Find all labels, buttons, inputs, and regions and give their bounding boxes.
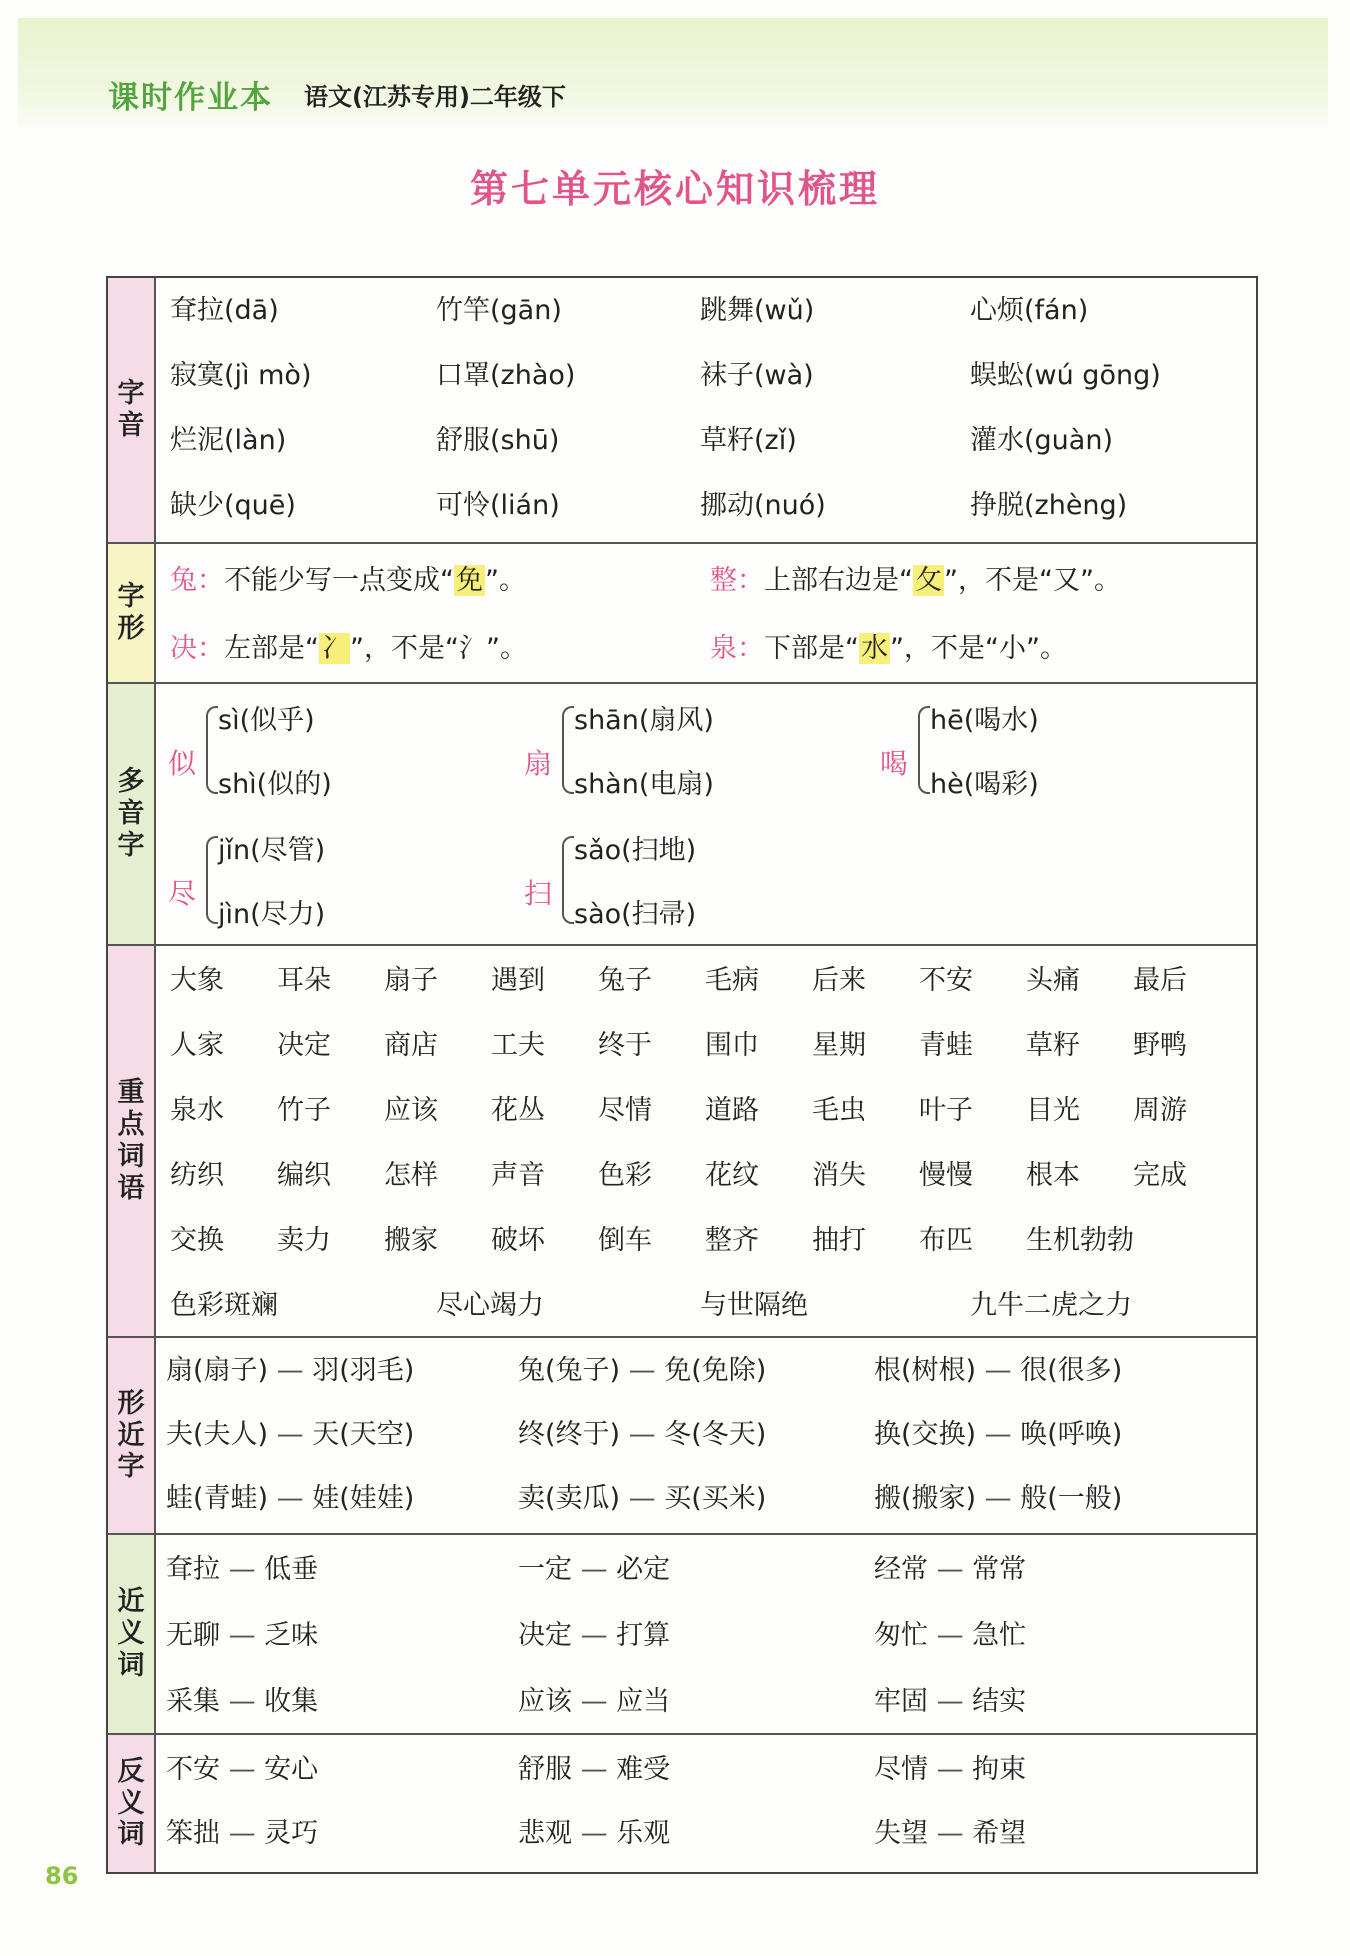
keyword: 破坏 (491, 1225, 545, 1256)
keyword: 交换 (170, 1225, 224, 1256)
pair-dash: — (220, 1686, 265, 1717)
polyphone-brace (562, 706, 574, 794)
keyword: 花纹 (705, 1160, 759, 1191)
pair-dash: — (928, 1620, 973, 1651)
keyword: 卖力 (277, 1225, 331, 1256)
word: 换(交换) (874, 1419, 977, 1450)
pronunciation-item: 舒服(shū) (436, 425, 560, 456)
keyword: 最后 (1133, 965, 1187, 996)
pair-dash: — (268, 1483, 313, 1514)
polyphone-reading: jǐn(尽管) (218, 835, 326, 866)
keyword: 决定 (277, 1030, 331, 1061)
pair-dash: — (928, 1554, 973, 1585)
section-glyph (108, 544, 1256, 684)
pair-dash: — (976, 1483, 1021, 1514)
keyword: 商店 (384, 1030, 438, 1061)
antonym-pair (166, 1747, 318, 1786)
polyphone-reading: shān(扇风) (574, 705, 714, 736)
similar-pair (518, 1412, 766, 1451)
keyword: 后来 (812, 965, 866, 996)
keyword: 布匹 (919, 1225, 973, 1256)
pronunciation-item: 口罩(zhào) (436, 360, 576, 391)
keyword: 消失 (812, 1160, 866, 1191)
polyphone-reading: jìn(尽力) (218, 899, 326, 930)
keyword: 叶子 (919, 1095, 973, 1126)
glyph-text: 下部是“ (764, 633, 859, 664)
section-label: 字形 (108, 544, 156, 682)
section-pronunciation (108, 278, 1256, 544)
pair-dash: — (620, 1419, 665, 1450)
keyword: 道路 (705, 1095, 759, 1126)
section-synonyms (108, 1535, 1256, 1735)
word: 扇(扇子) (166, 1355, 269, 1386)
keyword: 色彩 (598, 1160, 652, 1191)
keyword: 声音 (491, 1160, 545, 1191)
pair-dash: — (572, 1620, 617, 1651)
word: 冬(冬天) (664, 1419, 767, 1450)
pair-dash: — (572, 1818, 617, 1849)
glyph-text: ”。 (485, 565, 526, 596)
word: 卖(卖瓜) (518, 1483, 621, 1514)
glyph-char: 兔 (170, 565, 197, 596)
keyword: 整齐 (705, 1225, 759, 1256)
idiom: 色彩斑斓 (170, 1290, 278, 1321)
word: 免(免除) (664, 1355, 767, 1386)
polyphone-reading: sì(似乎) (218, 705, 315, 736)
subject-label: 语文(江苏专用)二年级下 (304, 83, 566, 111)
glyph-highlight: 攵 (915, 565, 942, 596)
keyword: 遇到 (491, 965, 545, 996)
keyword: 尽情 (598, 1095, 652, 1126)
keyword: 不安 (919, 965, 973, 996)
glyph-note (170, 626, 527, 665)
word: 打算 (616, 1620, 671, 1651)
keyword: 周游 (1133, 1095, 1187, 1126)
glyph-colon: ： (197, 633, 224, 664)
pronunciation-item: 心烦(fán) (970, 295, 1089, 326)
pair-dash: — (220, 1554, 265, 1585)
word: 悲观 (518, 1818, 572, 1849)
pronunciation-item: 耷拉(dā) (170, 295, 279, 326)
word: 笨拙 (166, 1818, 220, 1849)
glyph-text: ”，不是“氵”。 (350, 633, 527, 664)
polyphone-char: 扫 (524, 877, 553, 910)
keyword: 兔子 (598, 965, 652, 996)
pronunciation-item: 草籽(zǐ) (700, 425, 797, 456)
word: 娃(娃娃) (312, 1483, 415, 1514)
section-similar (108, 1338, 1256, 1535)
pair-dash: — (976, 1355, 1021, 1386)
word: 舒服 (518, 1754, 572, 1785)
similar-pair (518, 1476, 766, 1515)
glyph-note (710, 558, 1121, 597)
pronunciation-item: 寂寞(jì mò) (170, 360, 312, 391)
synonym-pair (518, 1613, 670, 1652)
word: 希望 (972, 1818, 1027, 1849)
word: 灵巧 (264, 1818, 319, 1849)
word: 不安 (166, 1754, 220, 1785)
keyword: 抽打 (812, 1225, 866, 1256)
word: 收集 (264, 1686, 319, 1717)
knowledge-table (106, 276, 1258, 1874)
word: 羽(羽毛) (312, 1355, 415, 1386)
word: 搬(搬家) (874, 1483, 977, 1514)
word: 应当 (616, 1686, 671, 1717)
keyword: 目光 (1026, 1095, 1080, 1126)
keyword: 纺织 (170, 1160, 224, 1191)
keyword: 竹子 (277, 1095, 331, 1126)
keyword: 花丛 (491, 1095, 545, 1126)
keyword: 生机勃勃 (1026, 1225, 1134, 1256)
section-label: 近义词 (108, 1535, 156, 1733)
polyphone-brace (206, 706, 218, 794)
synonym-pair (874, 1679, 1026, 1718)
word: 决定 (518, 1620, 572, 1651)
section-antonyms (108, 1735, 1256, 1872)
word: 结实 (972, 1686, 1027, 1717)
pair-dash: — (220, 1620, 265, 1651)
polyphone-reading: sǎo(扫地) (574, 835, 697, 866)
word: 根(树根) (874, 1355, 977, 1386)
pronunciation-item: 灌水(guàn) (970, 425, 1113, 456)
word: 采集 (166, 1686, 220, 1717)
keyword: 终于 (598, 1030, 652, 1061)
glyph-note (710, 626, 1067, 665)
pair-dash: — (572, 1686, 617, 1717)
section-label: 反义词 (108, 1735, 156, 1872)
antonym-pair (166, 1811, 318, 1850)
keyword: 工夫 (491, 1030, 545, 1061)
word: 应该 (518, 1686, 572, 1717)
keyword: 完成 (1133, 1160, 1187, 1191)
word: 乏味 (264, 1620, 319, 1651)
keyword: 扇子 (384, 965, 438, 996)
pair-dash: — (572, 1754, 617, 1785)
word: 失望 (874, 1818, 928, 1849)
similar-pair (166, 1412, 414, 1451)
word: 牢固 (874, 1686, 928, 1717)
word: 拘束 (972, 1754, 1027, 1785)
polyphone-char: 尽 (168, 877, 197, 910)
pronunciation-item: 烂泥(làn) (170, 425, 287, 456)
antonym-pair (518, 1747, 670, 1786)
pair-dash: — (220, 1818, 265, 1849)
pair-dash: — (572, 1554, 617, 1585)
section-keywords (108, 946, 1256, 1338)
polyphone-brace (562, 836, 574, 924)
pair-dash: — (220, 1754, 265, 1785)
polyphone-reading: shì(似的) (218, 769, 332, 800)
word: 一定 (518, 1554, 572, 1585)
word: 买(买米) (664, 1483, 767, 1514)
word: 乐观 (616, 1818, 671, 1849)
keyword: 耳朵 (277, 965, 331, 996)
pronunciation-item: 缺少(quē) (170, 490, 296, 521)
keyword: 搬家 (384, 1225, 438, 1256)
book-title: 课时作业本 (108, 80, 273, 116)
similar-grid (156, 1338, 1256, 1533)
idiom: 与世隔绝 (700, 1290, 808, 1321)
antonym-pair (874, 1811, 1026, 1850)
word: 安心 (264, 1754, 319, 1785)
pronunciation-item: 竹竿(gān) (436, 295, 562, 326)
synonym-pair (518, 1679, 670, 1718)
word: 匆忙 (874, 1620, 928, 1651)
polyphone-reading: hè(喝彩) (930, 769, 1039, 800)
pronunciation-item: 袜子(wà) (700, 360, 814, 391)
pair-dash: — (268, 1419, 313, 1450)
pair-dash: — (928, 1754, 973, 1785)
keyword: 倒车 (598, 1225, 652, 1256)
word: 蛙(青蛙) (166, 1483, 269, 1514)
pair-dash: — (620, 1355, 665, 1386)
pronunciation-item: 跳舞(wǔ) (700, 295, 815, 326)
antonym-pair (518, 1811, 670, 1850)
word: 夫(夫人) (166, 1419, 269, 1450)
idiom: 九牛二虎之力 (970, 1290, 1132, 1321)
glyph-text: ”，不是“又”。 (944, 565, 1121, 596)
synonym-pair (166, 1613, 318, 1652)
section-label: 形近字 (108, 1338, 156, 1533)
pair-dash: — (976, 1419, 1021, 1450)
keyword: 编织 (277, 1160, 331, 1191)
word: 无聊 (166, 1620, 220, 1651)
word: 常常 (972, 1554, 1027, 1585)
polyphone-char: 似 (168, 747, 197, 780)
pronunciation-grid (156, 278, 1256, 542)
glyph-text: 上部右边是“ (764, 565, 913, 596)
section-label: 多音字 (108, 684, 156, 944)
polyphone-reading: hē(喝水) (930, 705, 1039, 736)
page-number: 86 (45, 1862, 79, 1890)
keyword: 应该 (384, 1095, 438, 1126)
keyword: 根本 (1026, 1160, 1080, 1191)
glyph-colon: ： (197, 565, 224, 596)
glyph-char: 泉 (710, 633, 737, 664)
antonym-grid (156, 1735, 1256, 1872)
synonym-grid (156, 1535, 1256, 1733)
synonym-pair (874, 1547, 1026, 1586)
word: 急忙 (972, 1620, 1027, 1651)
synonym-pair (166, 1547, 318, 1586)
keyword: 人家 (170, 1030, 224, 1061)
similar-pair (874, 1412, 1122, 1451)
antonym-pair (874, 1747, 1026, 1786)
word: 唤(呼唤) (1020, 1419, 1123, 1450)
polyphone-brace (918, 706, 930, 794)
word: 终(终于) (518, 1419, 621, 1450)
glyph-text: 不能少写一点变成“ (224, 565, 454, 596)
keyword: 围巾 (705, 1030, 759, 1061)
keyword: 头痛 (1026, 965, 1080, 996)
section-label: 重点词语 (108, 946, 156, 1336)
pronunciation-item: 蜈蚣(wú gōng) (970, 360, 1161, 391)
similar-pair (166, 1348, 414, 1387)
keyword: 星期 (812, 1030, 866, 1061)
pronunciation-item: 挪动(nuó) (700, 490, 826, 521)
glyph-text: ”，不是“小”。 (890, 633, 1067, 664)
pair-dash: — (268, 1355, 313, 1386)
glyph-colon: ： (737, 633, 764, 664)
glyph-char: 整 (710, 565, 737, 596)
synonym-pair (166, 1679, 318, 1718)
synonym-pair (518, 1547, 670, 1586)
glyph-text: 左部是“ (224, 633, 319, 664)
pair-dash: — (928, 1818, 973, 1849)
pair-dash: — (620, 1483, 665, 1514)
keyword: 青蛙 (919, 1030, 973, 1061)
word: 很(很多) (1020, 1355, 1123, 1386)
keyword: 野鸭 (1133, 1030, 1187, 1061)
idiom: 尽心竭力 (436, 1290, 544, 1321)
keyword: 慢慢 (919, 1160, 973, 1191)
page-title: 第七单元核心知识梳理 (469, 167, 880, 211)
glyph-highlight: 水 (861, 633, 888, 664)
keyword: 怎样 (384, 1160, 438, 1191)
word: 尽情 (874, 1754, 928, 1785)
glyph-note (170, 558, 526, 597)
polyphone-char: 喝 (880, 747, 909, 780)
keyword-grid (156, 946, 1256, 1336)
word: 天(天空) (312, 1419, 415, 1450)
similar-pair (874, 1348, 1122, 1387)
polyphone-grid (156, 684, 1256, 944)
polyphone-char: 扇 (524, 747, 553, 780)
glyph-char: 决 (170, 633, 197, 664)
polyphone-reading: sào(扫帚) (574, 899, 697, 930)
glyph-highlight: 冫 (321, 633, 348, 664)
section-label: 字音 (108, 278, 156, 542)
keyword: 大象 (170, 965, 224, 996)
pair-dash: — (928, 1686, 973, 1717)
glyph-notes (156, 544, 1256, 682)
word: 经常 (874, 1554, 928, 1585)
similar-pair (874, 1476, 1122, 1515)
glyph-colon: ： (737, 565, 764, 596)
pronunciation-item: 挣脱(zhèng) (970, 490, 1128, 521)
similar-pair (518, 1348, 766, 1387)
word: 难受 (616, 1754, 671, 1785)
word: 必定 (616, 1554, 671, 1585)
word: 般(一般) (1020, 1483, 1123, 1514)
keyword: 毛虫 (812, 1095, 866, 1126)
polyphone-reading: shàn(电扇) (574, 769, 714, 800)
keyword: 毛病 (705, 965, 759, 996)
glyph-highlight: 免 (456, 565, 483, 596)
keyword: 草籽 (1026, 1030, 1080, 1061)
polyphone-brace (206, 836, 218, 924)
word: 耷拉 (166, 1554, 220, 1585)
section-polyphones (108, 684, 1256, 946)
keyword: 泉水 (170, 1095, 224, 1126)
word: 低垂 (264, 1554, 319, 1585)
pronunciation-item: 可怜(lián) (436, 490, 560, 521)
synonym-pair (874, 1613, 1026, 1652)
word: 兔(兔子) (518, 1355, 621, 1386)
similar-pair (166, 1476, 414, 1515)
